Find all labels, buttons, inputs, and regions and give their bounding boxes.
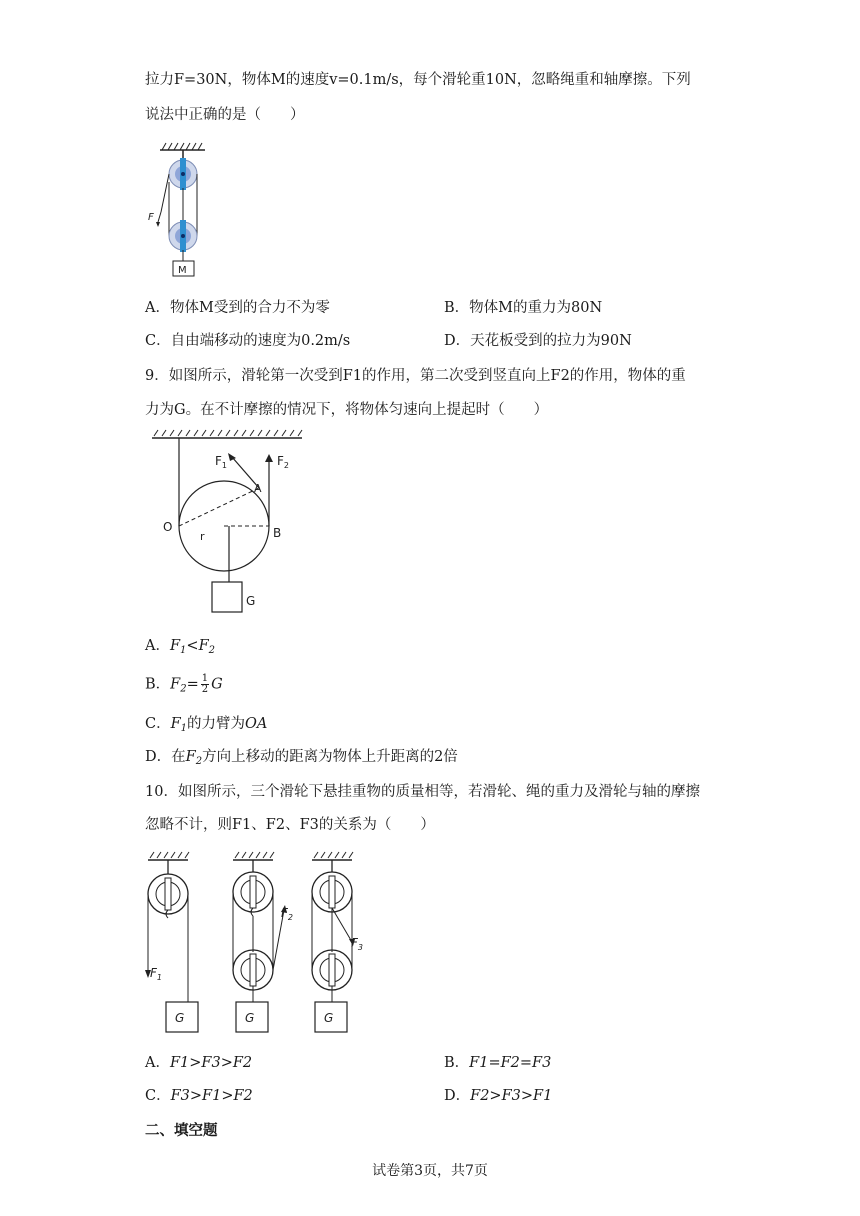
q9-option-b: B．$F_2=$ $\frac{1}{2}$ G — [145, 673, 223, 695]
q9-weight-label: G — [246, 594, 256, 608]
q8-line1: 拉力F=30N，物体M的速度v=0.1m/s，每个滑轮重10N，忽略绳重和轴摩擦。下列 — [145, 72, 691, 88]
q8-option-c: C．自由端移动的速度为0.2m/s — [145, 333, 351, 349]
q8-block-label: M — [178, 265, 187, 276]
svg-text:F3: $F_3$ — [351, 936, 363, 952]
q8-pulley-figure — [145, 140, 225, 280]
q8-line2: 说法中正确的是（ ） — [145, 107, 305, 123]
q9-line2: 力为G。在不计摩擦的情况下，将物体匀速向上提起时（ ） — [145, 402, 549, 418]
svg-text:F2: $F_2$ — [277, 454, 289, 470]
q10-option-a: A．F1>F3>F2 — [145, 1055, 253, 1071]
fraction: $\frac{1}{2}$ — [201, 673, 209, 695]
q10-option-d: D．F2>F3>F1 — [444, 1088, 553, 1104]
q10-pulley-figure — [140, 852, 370, 1042]
q9-point-o: O — [163, 520, 173, 534]
svg-text:F2: $F_2$ — [281, 906, 293, 922]
section-heading-fill-blank: 二、填空题 — [145, 1122, 218, 1139]
q9-f1-label: F — [215, 454, 222, 468]
q8-option-d: D．天花板受到的拉力为90N — [444, 333, 632, 349]
q10-line2: 忽略不计，则F1、F2、F3的关系为（ ） — [145, 817, 435, 833]
q8-force-label: F — [148, 212, 154, 223]
q8-option-a: A．物体M受到的合力不为零 — [145, 300, 330, 316]
q9-f2-label: F — [277, 454, 284, 468]
svg-text:F1: $F_1$ — [150, 966, 162, 982]
q9-option-a: A．$F_1<F_2$ — [145, 638, 216, 656]
q10-weight-2: G — [245, 1011, 255, 1025]
q9-point-a: A — [254, 482, 262, 495]
q10-f3-label: F — [351, 936, 358, 950]
q9-radius-label: r — [200, 530, 205, 543]
q9-pulley-figure — [150, 430, 310, 620]
q10-weight-1: G — [175, 1011, 185, 1025]
q10-f1-label: F — [150, 966, 157, 980]
q9-option-d: D．在$F_2$方向上移动的距离为物体上升距离的2倍 — [145, 749, 458, 767]
q10-f2-label: F — [281, 906, 288, 920]
q9-option-c: C．$F_1$的力臂为OA — [145, 716, 268, 734]
q10-line1: 10．如图所示，三个滑轮下悬挂重物的质量相等，若滑轮、绳的重力及滑轮与轴的摩擦 — [145, 784, 700, 800]
q9-line1: 9．如图所示，滑轮第一次受到F1的作用，第二次受到竖直向上F2的作用，物体的重 — [145, 368, 686, 384]
q8-option-b: B．物体M的重力为80N — [444, 300, 603, 316]
q10-option-c: C．F3>F1>F2 — [145, 1088, 253, 1104]
q10-weight-3: G — [324, 1011, 334, 1025]
svg-text:F1: $F_1$ — [215, 454, 227, 470]
page-footer: 试卷第3页，共7页 — [372, 1163, 488, 1179]
q10-option-b: B．F1=F2=F3 — [444, 1055, 552, 1071]
q9-point-b: B — [273, 526, 282, 540]
